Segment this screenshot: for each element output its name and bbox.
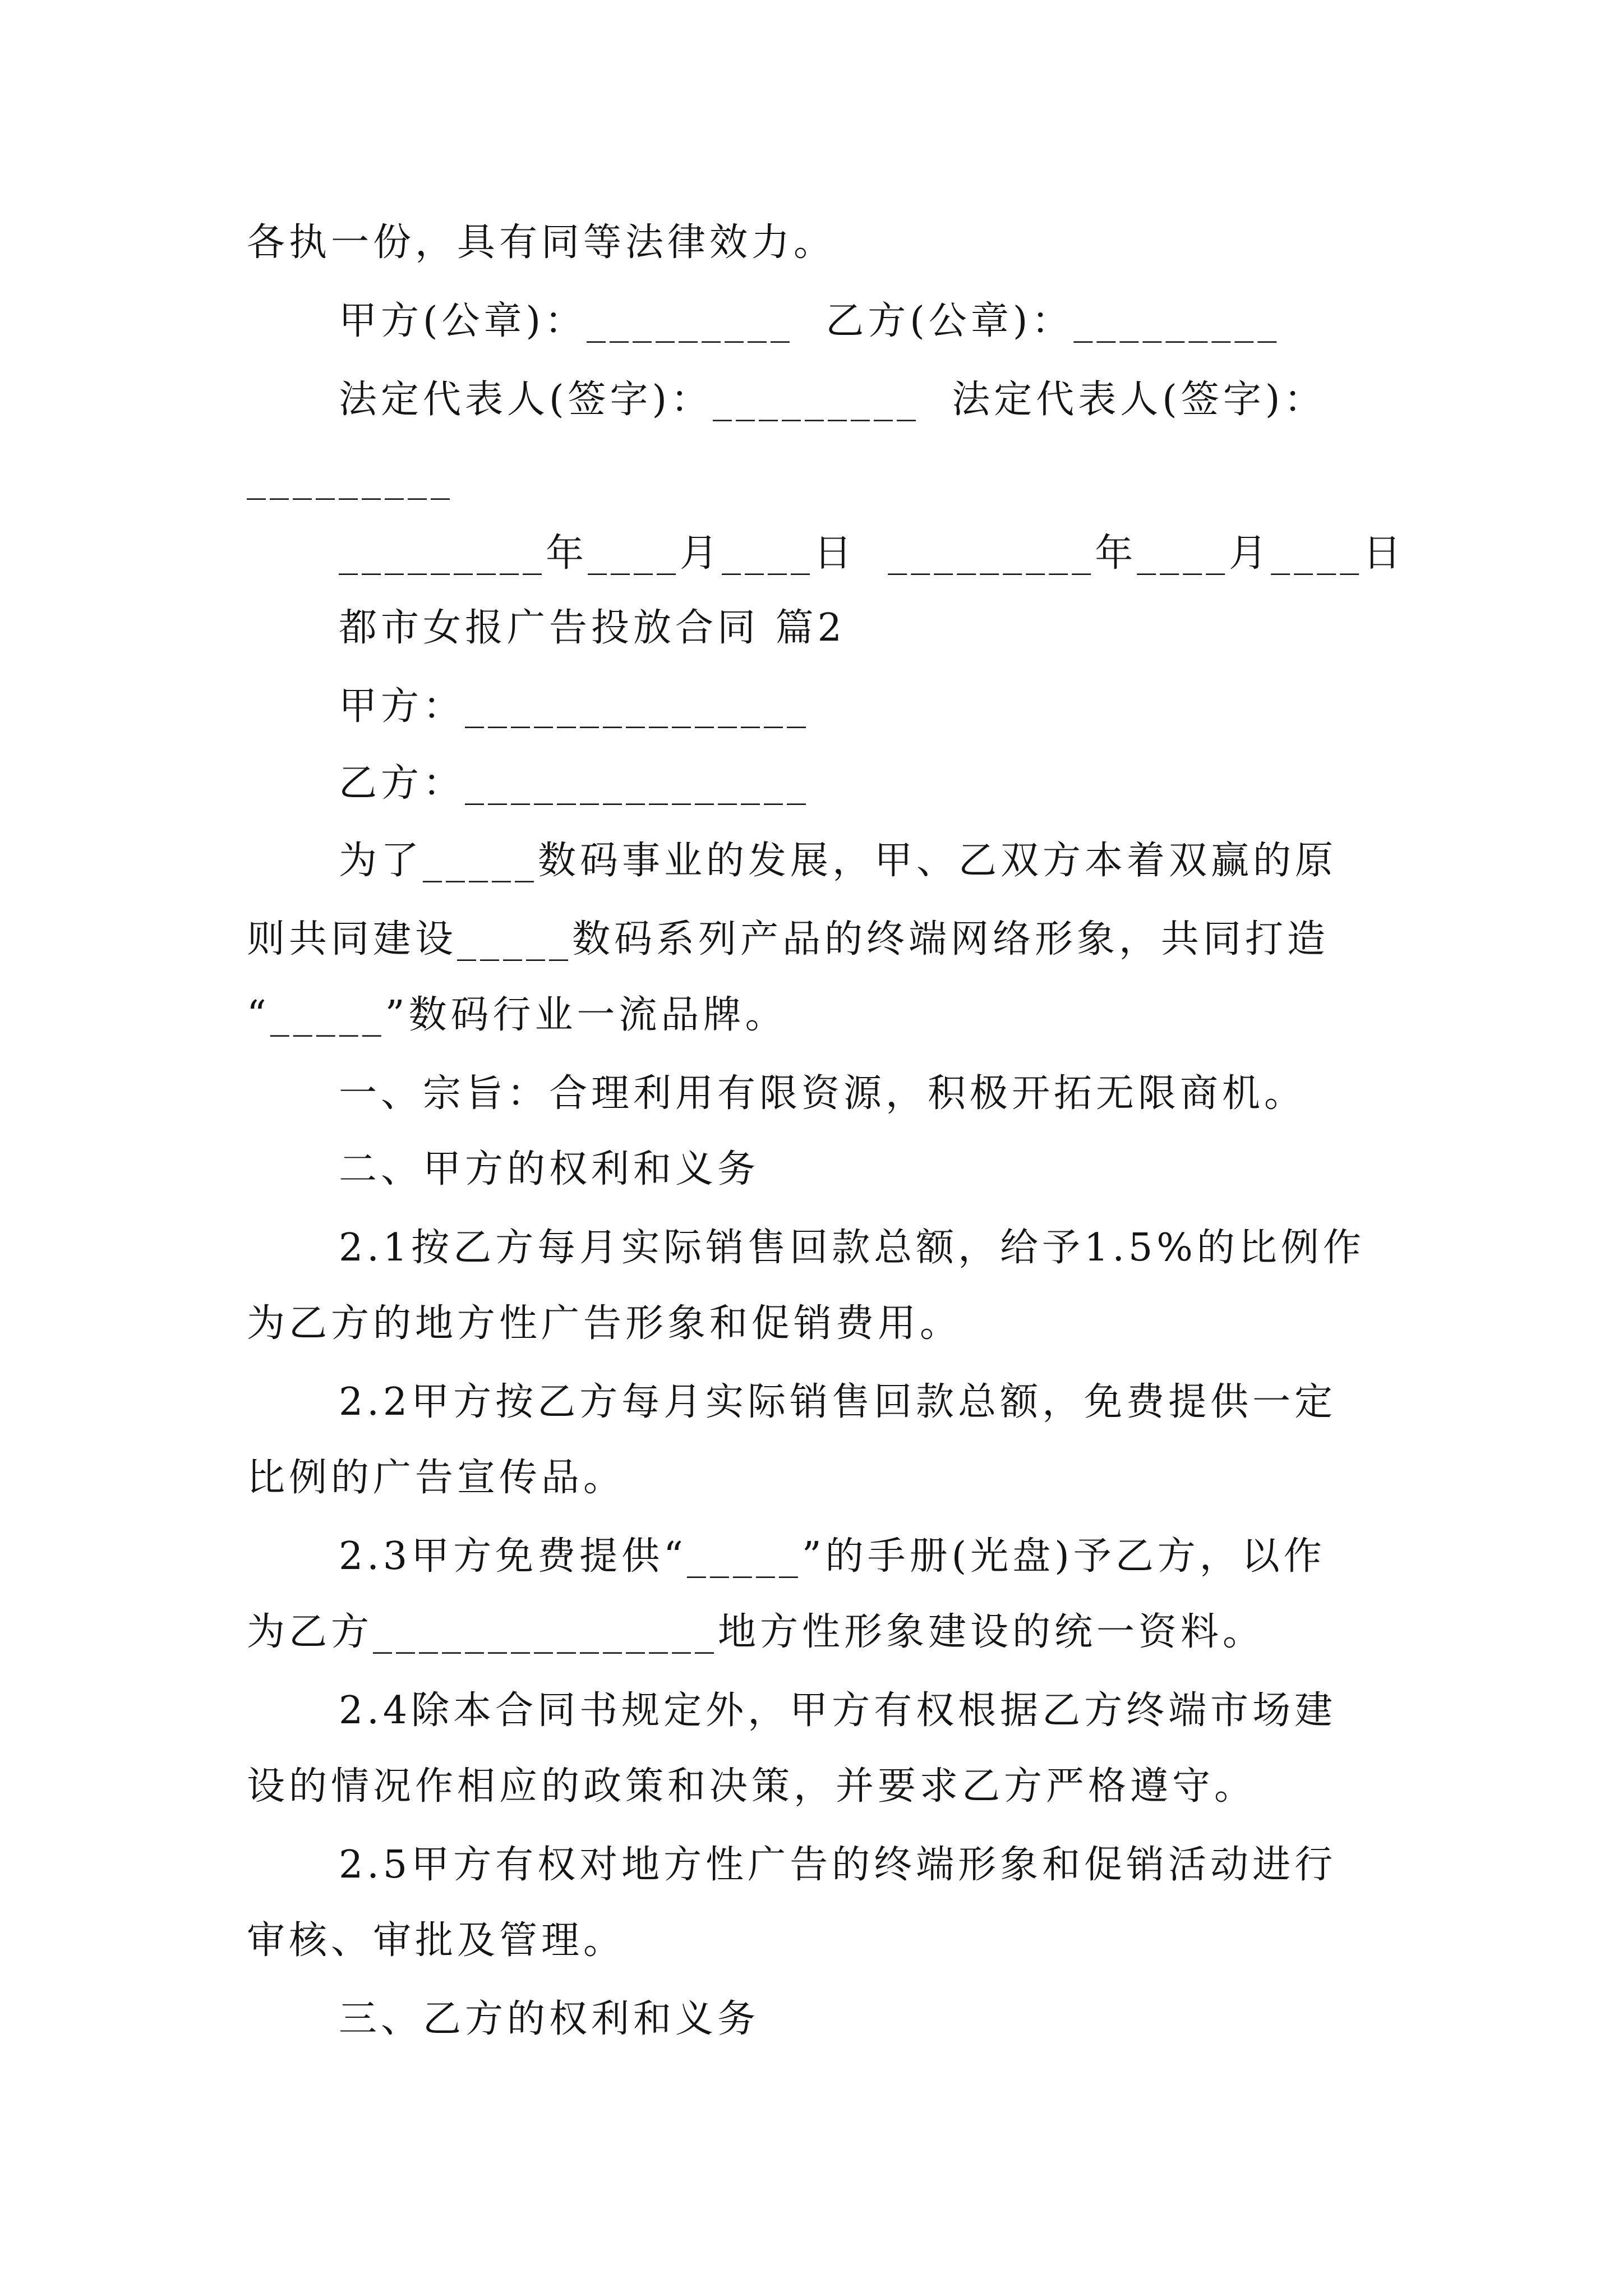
section-title: 都市女报广告投放合同 篇2 [339, 606, 846, 650]
clause-line: 2.4除本合同书规定外，甲方有权根据乙方终端市场建 [339, 1688, 1337, 1733]
clause-line: 2.5甲方有权对地方性广告的终端形象和促销活动进行 [339, 1843, 1337, 1887]
date-line: _________年____月____日 _________年____月____日 [339, 531, 1405, 576]
paragraph-line: 各执一份，具有同等法律效力。 [247, 220, 836, 265]
clause-line: 2.2甲方按乙方每月实际销售回款总额，免费提供一定 [339, 1380, 1337, 1424]
clause-heading: 一、宗旨：合理利用有限资源，积极开拓无限商机。 [339, 1071, 1307, 1116]
paragraph-line: 则共同建设_____数码系列产品的终端网络形象，共同打造 [247, 917, 1330, 961]
clause-heading: 二、甲方的权利和义务 [339, 1147, 760, 1191]
clause-line: 为乙方_______________地方性形象建设的统一资料。 [247, 1610, 1265, 1654]
paragraph-line: 为了_____数码事业的发展，甲、乙双方本着双赢的原 [339, 839, 1338, 883]
clause-line: 2.1按乙方每月实际销售回款总额，给予1.5%的比例作 [339, 1226, 1365, 1270]
clause-line: 审核、审批及管理。 [247, 1918, 626, 1963]
seal-line: 甲方(公章)：_________ 乙方(公章)：_________ [339, 299, 1281, 343]
party-a-line: 甲方：_______________ [339, 684, 810, 729]
clause-heading: 三、乙方的权利和义务 [339, 1997, 760, 2041]
party-b-line: 乙方：_______________ [339, 761, 810, 806]
clause-line: 比例的广告宣传品。 [247, 1456, 626, 1500]
clause-line: 2.3甲方免费提供“_____”的手册(光盘)予乙方，以作 [339, 1534, 1326, 1579]
paragraph-line: “_____”数码行业一流品牌。 [247, 993, 787, 1037]
clause-line: 设的情况作相应的政策和决策，并要求乙方严格遵守。 [247, 1764, 1257, 1809]
signature-blank: _________ [247, 456, 454, 500]
clause-line: 为乙方的地方性广告形象和促销费用。 [247, 1301, 962, 1346]
signature-line: 法定代表人(签字)：_________ 法定代表人(签字)： [339, 378, 1326, 422]
